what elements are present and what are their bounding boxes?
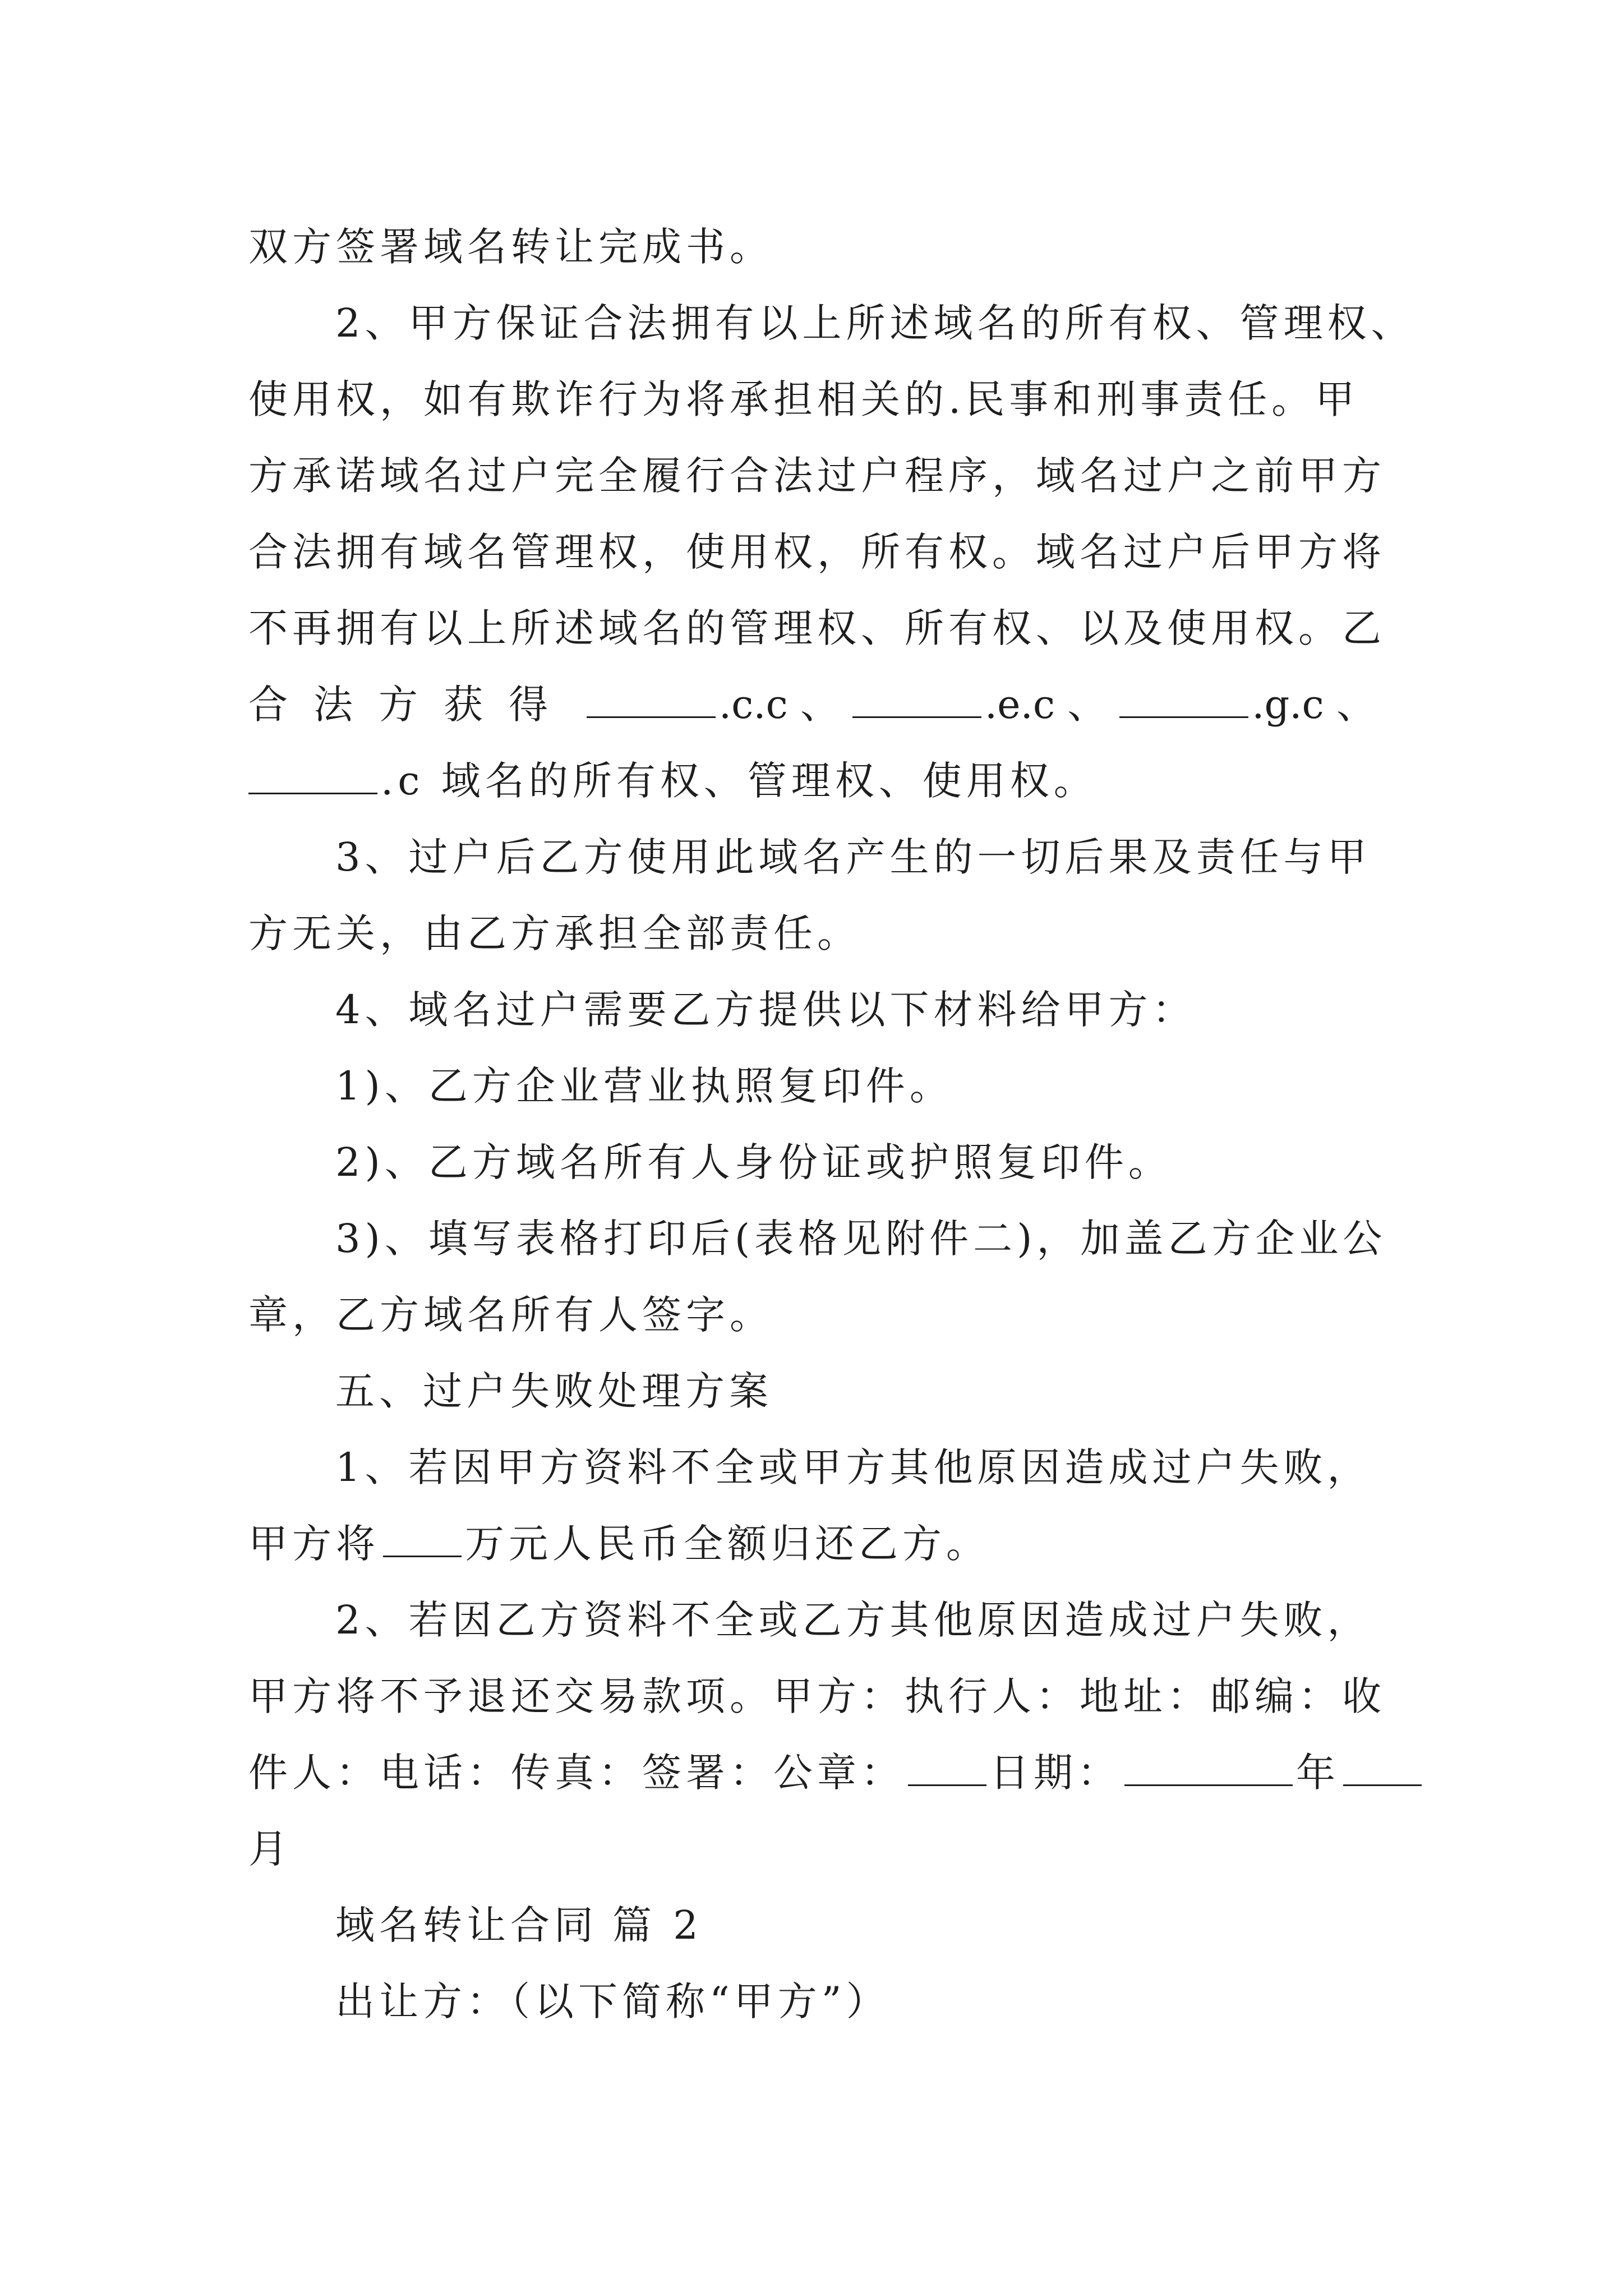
domain-blanks-line (248, 666, 1376, 743)
paragraph-line: 双方签署域名转让完成书。 (248, 224, 773, 270)
fill-blank (908, 1752, 986, 1786)
paragraph-line: 方无关，由乙方承担全部责任。 (248, 910, 861, 956)
paragraph-line: 1、若因甲方资料不全或甲方其他原因造成过户失败， (335, 1444, 1371, 1490)
paragraph-line: 合法拥有域名管理权，使用权，所有权。域名过户后甲方将 (248, 529, 1386, 575)
fill-blank (587, 684, 716, 718)
paragraph-line: 3、过户后乙方使用此域名产生的一切后果及责任与甲 (335, 834, 1371, 880)
paragraph-line: 月 (248, 1826, 292, 1872)
fill-blank (1124, 1752, 1293, 1786)
paragraph-line: 2)、乙方域名所有人身份证或护照复印件。 (335, 1139, 1172, 1185)
fill-blank (248, 760, 377, 794)
paragraph-line: 不再拥有以上所述域名的管理权、所有权、以及使用权。乙 (248, 605, 1386, 651)
paragraph-line (248, 1506, 1376, 1582)
fill-blank (383, 1523, 462, 1557)
section-heading: 五、过户失败处理方案 (335, 1368, 773, 1414)
paragraph-text: .c 域名的所有权、管理权、使用权。 (381, 758, 1098, 804)
domain-blank-group (1116, 666, 1376, 743)
paragraph-line: 方承诺域名过户完全履行合法过户程序，域名过户之前甲方 (248, 453, 1386, 499)
fill-blank (1343, 1752, 1422, 1786)
title-text: 域名转让合同 (335, 1902, 598, 1948)
paragraph-line: 2、若因乙方资料不全或乙方其他原因造成过户失败， (335, 1597, 1371, 1643)
domain-blank-group (583, 666, 840, 743)
domain-suffix: .g.c 、 (1252, 682, 1376, 728)
paragraph-line: 甲方将不予退还交易款项。甲方：执行人：地址：邮编：收 (248, 1673, 1386, 1719)
paragraph-text: 甲方将 (248, 1521, 380, 1567)
paragraph-text: 合法方获得 (248, 682, 574, 728)
paragraph-line: 3)、填写表格打印后(表格见附件二)，加盖乙方企业公 (335, 1216, 1387, 1262)
signature-line (248, 1734, 1376, 1811)
paragraph-line: 1)、乙方企业营业执照复印件。 (335, 1063, 953, 1109)
fill-blank (1119, 684, 1248, 718)
paragraph-line: 4、域名过户需要乙方提供以下材料给甲方： (335, 987, 1196, 1033)
document-body (248, 209, 1415, 2040)
domain-suffix: .e.c 、 (984, 682, 1107, 728)
year-label: 年 (1296, 1750, 1340, 1796)
paragraph-line: 出让方：（以下简称“甲方”） (335, 1978, 890, 2024)
fill-blank (852, 684, 981, 718)
paragraph-line: 使用权，如有欺诈行为将承担相关的.民事和刑事责任。甲 (248, 376, 1359, 422)
paragraph-line: 2、甲方保证合法拥有以上所述域名的所有权、管理权、 (335, 300, 1415, 346)
paragraph-text: 万元人民币全额归还乙方。 (465, 1521, 990, 1567)
paragraph-text: 件人：电话：传真：签署：公章： (248, 1750, 905, 1796)
title-part: 篇 2 (612, 1902, 703, 1948)
date-label: 日期： (990, 1750, 1121, 1796)
paragraph-line: 章，乙方域名所有人签字。 (248, 1292, 773, 1338)
domain-suffix: .c.c 、 (718, 682, 840, 728)
paragraph-line (248, 743, 1376, 819)
domain-blank-group (849, 666, 1106, 743)
document-title (248, 1887, 1376, 1963)
